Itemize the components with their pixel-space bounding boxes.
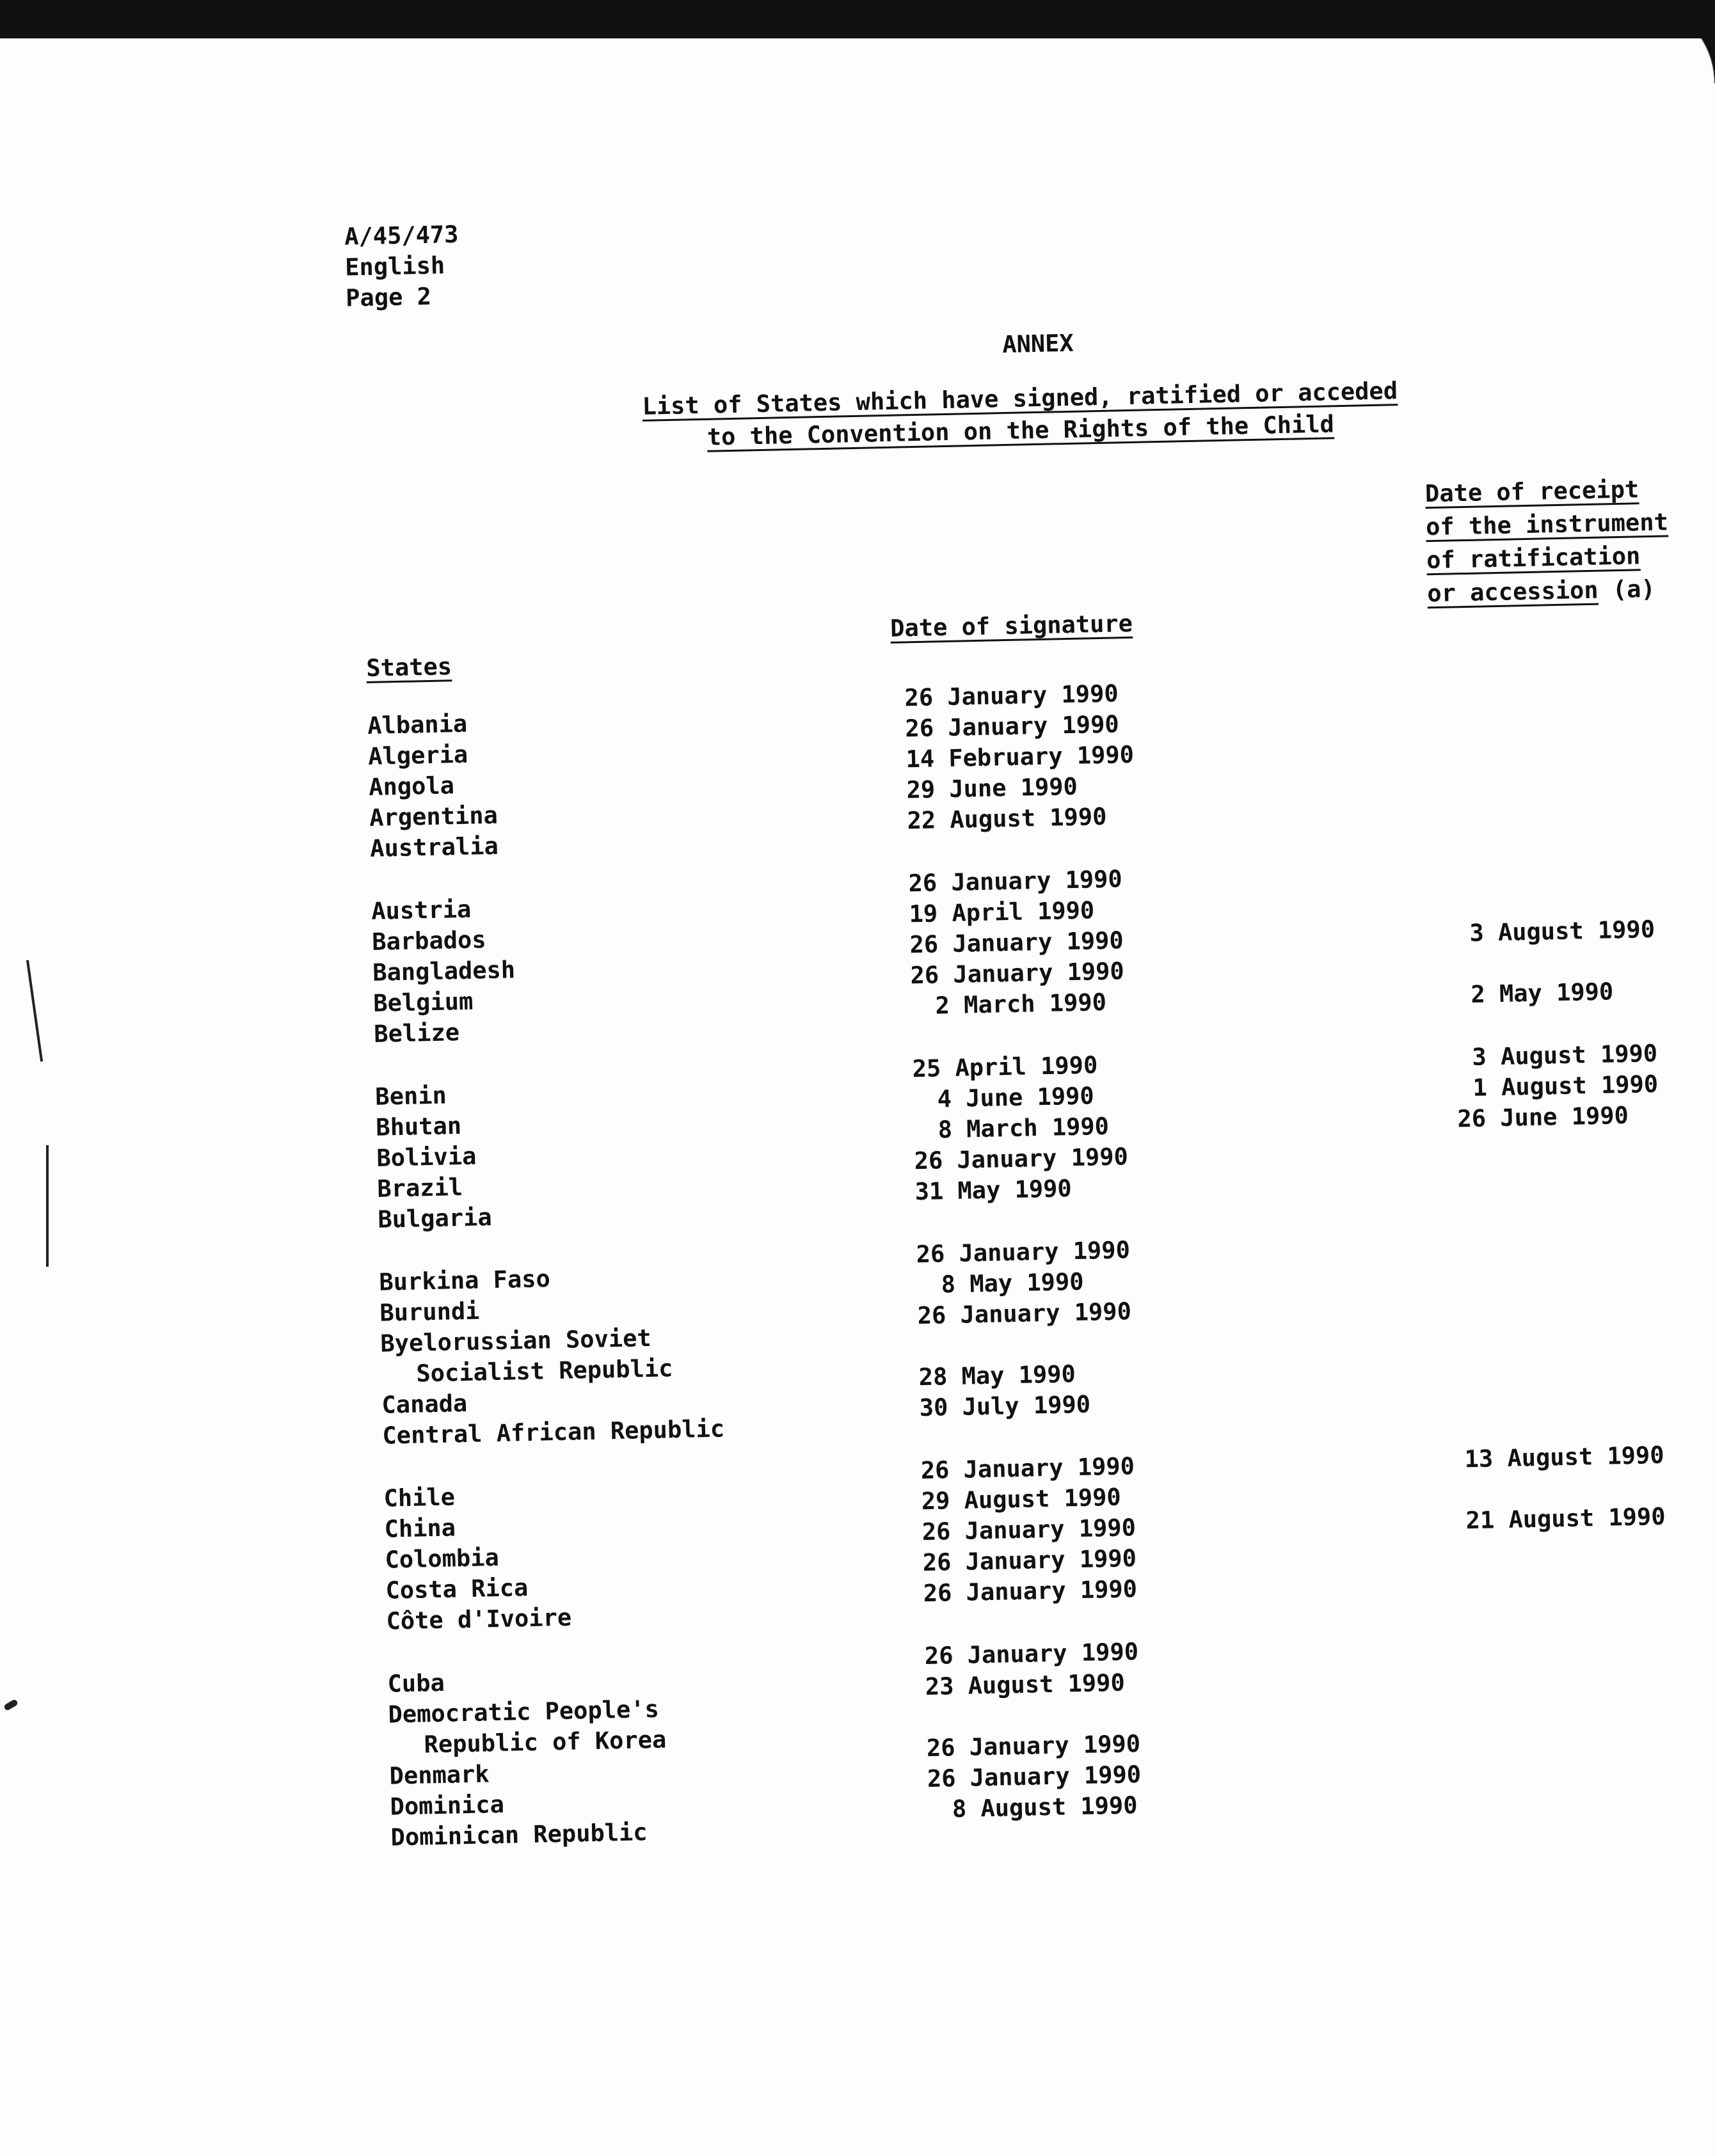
- signature-date: 30 July 1990: [919, 1390, 1091, 1422]
- ratification-header-line: of the instrument: [1425, 508, 1669, 541]
- ratification-header-line: Date of receipt: [1424, 475, 1639, 508]
- signature-date: 26 January 1990: [910, 957, 1125, 990]
- signature-date: 26 January 1990: [914, 1143, 1129, 1175]
- state-name: Chile: [383, 1483, 456, 1512]
- document-header: [344, 219, 460, 314]
- ratification-date: 21 August 1990: [1465, 1502, 1666, 1535]
- document-language: English: [344, 251, 445, 281]
- state-name: Democratic People's: [388, 1695, 660, 1729]
- title-line-2: to the Convention on the Rights of the Child: [706, 410, 1335, 451]
- state-name: Canada: [381, 1389, 468, 1419]
- column-header-states: States: [365, 653, 452, 682]
- document-symbol: A/45/473: [344, 220, 459, 251]
- signature-date: 8 May 1990: [941, 1267, 1084, 1299]
- state-name: Republic of Korea: [424, 1725, 667, 1759]
- signature-date: 26 January 1990: [904, 679, 1119, 712]
- page-number: Page 2: [345, 282, 432, 312]
- signature-date: 19 April 1990: [909, 896, 1095, 928]
- signature-date: 26 January 1990: [926, 1730, 1141, 1763]
- column-header-ratification: [1425, 472, 1670, 610]
- state-name: Denmark: [389, 1760, 490, 1790]
- signature-date: 26 January 1990: [909, 926, 1124, 959]
- state-name: Benin: [374, 1081, 447, 1111]
- state-name: Cuba: [387, 1669, 445, 1698]
- state-name: Belgium: [372, 987, 474, 1017]
- title-line-1: List of States which have signed, ratified or acceded: [642, 377, 1398, 420]
- ratification-header-line: of ratification: [1426, 542, 1641, 575]
- state-name: Bolivia: [376, 1142, 477, 1172]
- state-name: Dominican Republic: [390, 1818, 648, 1851]
- table-row: [19, 1791, 1138, 1861]
- state-name: Bhutan: [375, 1112, 462, 1141]
- ratification-date: 13 August 1990: [1464, 1441, 1664, 1473]
- column-header-signature: Date of signature: [889, 609, 1133, 642]
- state-name: Algeria: [367, 740, 468, 770]
- state-name: Barbados: [371, 926, 486, 956]
- signature-date: 4 June 1990: [937, 1082, 1095, 1113]
- signature-date: 26 January 1990: [922, 1544, 1137, 1577]
- state-name: Socialist Republic: [416, 1354, 673, 1388]
- table-row: [17, 1725, 667, 1769]
- signature-date: 22 August 1990: [907, 802, 1107, 835]
- signature-date: 26 January 1990: [916, 1236, 1131, 1269]
- scan-mark: [46, 1145, 49, 1267]
- signature-date: 29 June 1990: [906, 772, 1078, 804]
- signature-date: 8 March 1990: [937, 1112, 1110, 1144]
- state-name: Austria: [371, 895, 472, 925]
- ratification-date: 3 August 1990: [1469, 915, 1655, 947]
- signature-date: 26 January 1990: [908, 865, 1123, 898]
- state-name: China: [384, 1514, 456, 1543]
- state-name: Albania: [367, 709, 468, 740]
- state-name: Côte d'Ivoire: [386, 1603, 572, 1635]
- ratification-date: 3 August 1990: [1472, 1039, 1658, 1071]
- ratification-date: 26 June 1990: [1457, 1101, 1629, 1133]
- state-name: Colombia: [385, 1543, 500, 1574]
- state-name: Angola: [368, 772, 455, 801]
- signature-date: 31 May 1990: [914, 1175, 1073, 1206]
- annex-heading: ANNEX: [1001, 329, 1074, 359]
- state-name: Bulgaria: [377, 1203, 493, 1233]
- signature-date: 26 January 1990: [927, 1761, 1142, 1793]
- signature-date: 26 January 1990: [923, 1575, 1138, 1608]
- state-name: Burundi: [379, 1297, 480, 1327]
- state-name: Central African Republic: [382, 1415, 725, 1450]
- state-name: Bangladesh: [372, 956, 516, 987]
- signature-date: 23 August 1990: [925, 1669, 1126, 1701]
- state-name: Burkina Faso: [379, 1265, 551, 1296]
- signature-date: 26 January 1990: [921, 1514, 1137, 1546]
- signature-date: 28 May 1990: [918, 1360, 1076, 1391]
- signature-date: 26 January 1990: [917, 1297, 1132, 1330]
- ratification-date: 2 May 1990: [1470, 978, 1614, 1008]
- signature-date: 26 January 1990: [924, 1638, 1139, 1670]
- state-name: Dominica: [390, 1790, 505, 1821]
- ratification-header-suffix: (a): [1612, 575, 1656, 604]
- signature-date: 8 August 1990: [952, 1791, 1138, 1823]
- signature-date: 26 January 1990: [920, 1452, 1135, 1485]
- state-name: Belize: [373, 1019, 460, 1048]
- signature-date: 26 January 1990: [905, 710, 1120, 743]
- signature-date: 25 April 1990: [912, 1051, 1098, 1083]
- state-name: Argentina: [369, 801, 499, 832]
- state-name: Costa Rica: [385, 1574, 529, 1605]
- ratification-date: 1 August 1990: [1472, 1070, 1659, 1102]
- signature-date: 2 March 1990: [935, 988, 1107, 1020]
- state-name: Australia: [369, 832, 499, 862]
- signature-date: 29 August 1990: [921, 1483, 1122, 1516]
- state-name: Brazil: [376, 1173, 463, 1203]
- ratification-header-line: or accession: [1426, 576, 1599, 608]
- state-name: Byelorussian Soviet: [380, 1324, 652, 1358]
- signature-date: 14 February 1990: [905, 740, 1135, 773]
